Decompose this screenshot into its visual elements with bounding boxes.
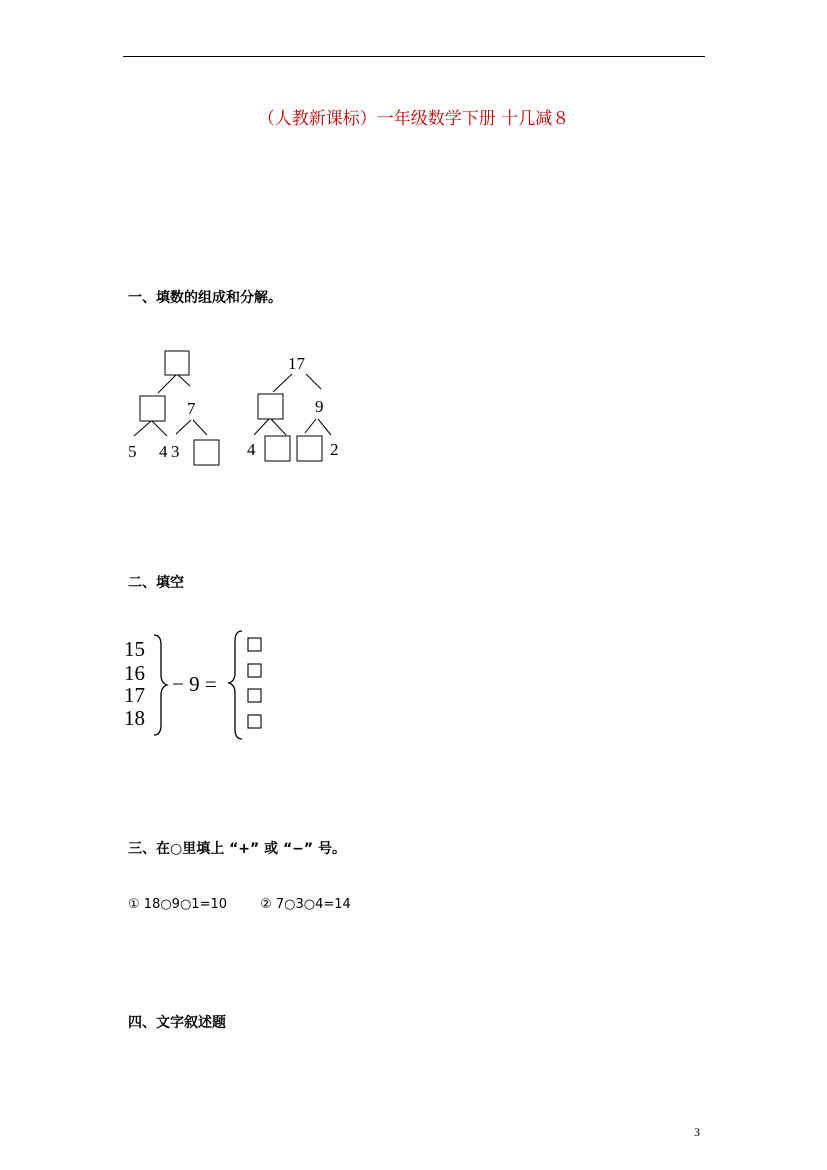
tree1-leaf-a: 5	[128, 442, 137, 461]
tree2-mid-number: 9	[315, 397, 324, 416]
minuend-18: 18	[124, 706, 145, 730]
tree1-mid-box	[140, 396, 165, 421]
answer-box-1	[248, 638, 261, 651]
subtraction-fill-block	[118, 625, 278, 745]
answer-box-3	[248, 689, 261, 702]
minuend-15: 15	[124, 637, 145, 661]
answer-box-4	[248, 715, 261, 728]
problem-2-marker: ②	[260, 897, 272, 912]
minuend-17: 17	[124, 683, 145, 707]
tree2-top-number: 17	[288, 354, 305, 373]
tree2-leaf-box-c	[297, 436, 322, 461]
section-1-heading: 一、填数的组成和分解。	[128, 290, 282, 306]
tree1-mid-number: 7	[187, 399, 196, 418]
tree2-leaf-box-b	[265, 436, 290, 461]
header-rule	[123, 56, 705, 57]
tree2-leaf-a: 4	[247, 440, 256, 459]
problem-2: 7○3○4=14	[275, 897, 351, 912]
section-4-heading: 四、文字叙述题	[128, 1015, 226, 1031]
section-2-heading: 二、填空	[128, 575, 184, 591]
tree2-mid-box	[258, 394, 283, 419]
tree1-leaf-b: 4	[159, 442, 168, 461]
page-title: （人教新课标）一年级数学下册 十几减８	[257, 109, 570, 129]
problem-1-marker: ①	[128, 897, 140, 912]
minuend-16: 16	[124, 661, 145, 685]
operator-minus-nine: − 9 =	[172, 672, 217, 696]
tree1-top-box	[165, 351, 189, 375]
tree1-leaf-box	[194, 440, 219, 465]
sign-problems	[128, 897, 351, 912]
tree2-leaf-d: 2	[330, 440, 339, 459]
right-brace	[154, 635, 167, 735]
tree1-leaf-c: 3	[171, 442, 180, 461]
page-number: 3	[694, 1125, 700, 1139]
section-3-heading: 三、在○里填上 “+” 或 “−” 号。	[128, 841, 346, 857]
left-brace	[229, 631, 242, 739]
problem-1: 18○9○1=10	[143, 897, 228, 912]
answer-box-2	[248, 664, 261, 677]
decomposition-trees	[110, 340, 370, 480]
